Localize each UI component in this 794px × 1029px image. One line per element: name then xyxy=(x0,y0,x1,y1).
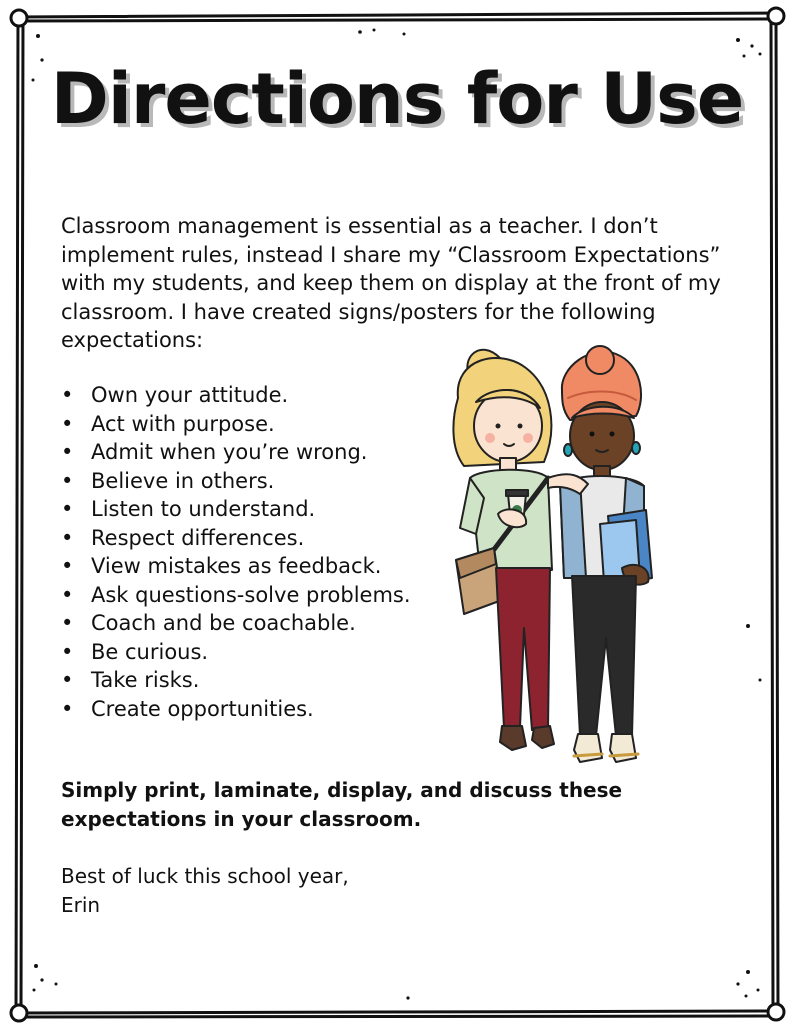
list-item-text: Ask questions-solve problems. xyxy=(91,582,411,607)
list-item xyxy=(61,524,411,553)
list-item xyxy=(61,695,411,724)
bullet-icon: • xyxy=(61,411,74,436)
list-item-text: Take risks. xyxy=(91,668,200,692)
corner-circle-top-left xyxy=(11,10,27,26)
corner-circle-top-right xyxy=(768,8,784,24)
bullet-icon: • xyxy=(61,525,74,550)
list-item-text: Own your attitude. xyxy=(91,383,289,407)
list-item xyxy=(61,381,411,410)
bullet-icon: • xyxy=(61,383,74,407)
list-item xyxy=(61,438,411,467)
bullet-icon: • xyxy=(61,554,74,578)
list-item-text: Create opportunities. xyxy=(91,696,314,721)
list-item xyxy=(61,581,411,610)
list-item xyxy=(61,666,411,695)
list-item-text: Act with purpose. xyxy=(91,411,275,436)
list-item-text: Respect differences. xyxy=(91,525,305,550)
expectations-list xyxy=(61,381,411,723)
list-item xyxy=(61,609,411,638)
signature-name: Erin xyxy=(61,893,101,917)
list-item-text: Admit when you’re wrong. xyxy=(91,440,368,464)
list-item xyxy=(61,410,411,439)
list-item-text: Coach and be coachable. xyxy=(91,611,356,635)
list-item xyxy=(61,495,411,524)
bullet-icon: • xyxy=(61,468,74,493)
intro-paragraph: Classroom management is essential as a teacher. I don’t implement rules, instead I share my “Classroom Expectations” with my students, and keep them on display at the front of my classroom. I have created signs/posters for the following expectations: xyxy=(61,214,721,352)
bullet-icon: • xyxy=(61,497,74,521)
bullet-icon: • xyxy=(61,668,74,692)
list-item-text: Listen to understand. xyxy=(91,497,316,521)
two-students-illustration xyxy=(440,338,670,770)
bullet-icon: • xyxy=(61,696,74,721)
corner-circle-bottom-right xyxy=(768,1004,784,1020)
list-item-text: Believe in others. xyxy=(91,468,275,493)
signoff-line: Best of luck this school year, xyxy=(61,864,349,888)
list-item xyxy=(61,552,411,581)
corner-circle-bottom-left xyxy=(11,1005,27,1021)
bullet-icon: • xyxy=(61,440,74,464)
page-title: Directions for Use xyxy=(50,58,744,140)
bullet-icon: • xyxy=(61,582,74,607)
bullet-icon: • xyxy=(61,611,74,635)
list-item-text: View mistakes as feedback. xyxy=(91,554,382,578)
list-item-text: Be curious. xyxy=(91,639,209,664)
bullet-icon: • xyxy=(61,639,74,664)
signoff xyxy=(61,862,349,920)
list-item xyxy=(61,638,411,667)
closing-instructions: Simply print, laminate, display, and discuss these expectations in your classroom. xyxy=(61,778,623,831)
list-item xyxy=(61,467,411,496)
